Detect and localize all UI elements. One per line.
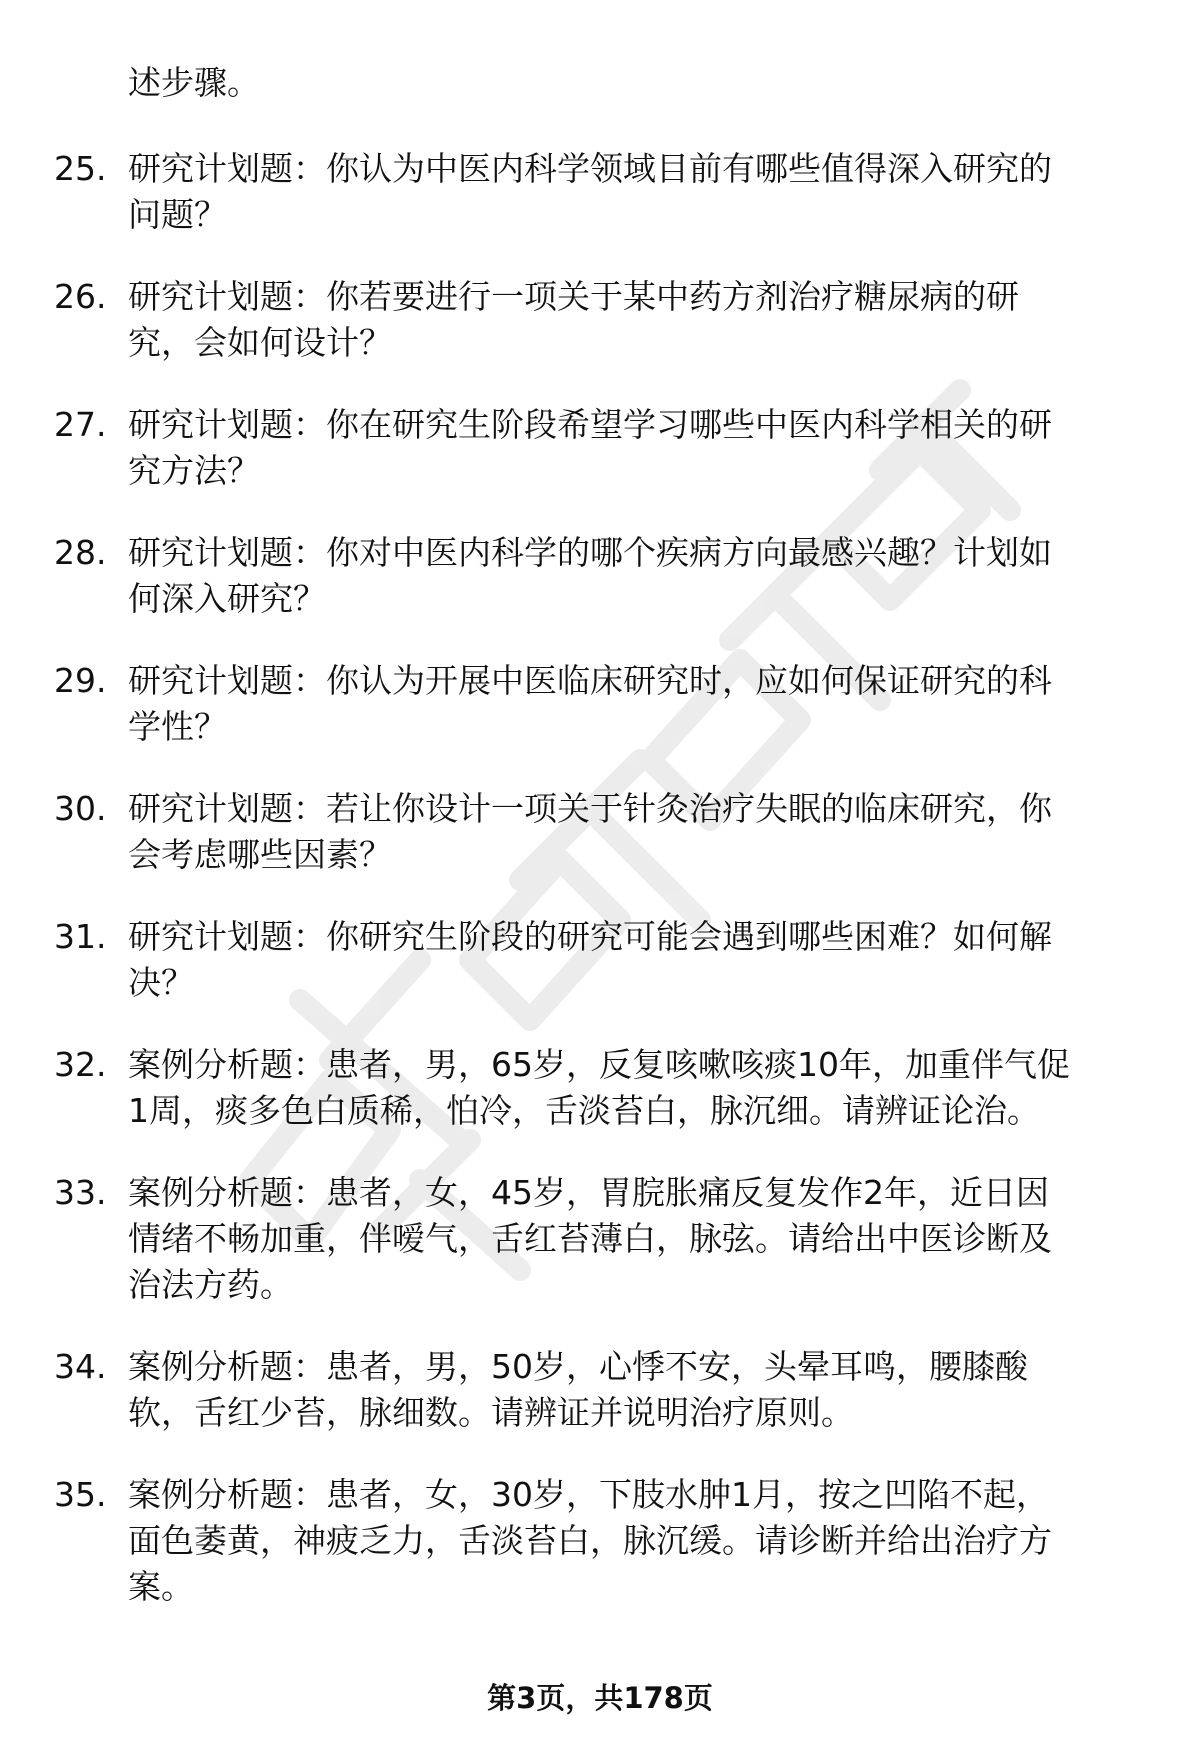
item-text bbox=[128, 786, 1158, 878]
item-text bbox=[128, 146, 1158, 238]
item-text bbox=[128, 1472, 1158, 1610]
item-line: 研究计划题：你研究生阶段的研究可能会遇到哪些困难？如何解 bbox=[128, 917, 1052, 956]
item-line: 治法方药。 bbox=[128, 1265, 293, 1304]
item-line: 研究计划题：你认为中医内科学领域目前有哪些值得深入研究的 bbox=[128, 149, 1052, 188]
item-line: 会考虑哪些因素？ bbox=[128, 835, 392, 874]
item-line: 案例分析题：患者，男，65岁，反复咳嗽咳痰10年，加重伴气促 bbox=[128, 1045, 1070, 1084]
item-text bbox=[128, 1170, 1158, 1308]
item-text bbox=[128, 658, 1158, 750]
item-line: 研究计划题：若让你设计一项关于针灸治疗失眠的临床研究，你 bbox=[128, 789, 1052, 828]
item-line: 面色萎黄，神疲乏力，舌淡苔白，脉沉缓。请诊断并给出治疗方 bbox=[128, 1521, 1052, 1560]
item-number: 27. bbox=[54, 405, 107, 444]
list-item-33 bbox=[0, 1170, 1200, 1308]
item-line: 问题？ bbox=[128, 195, 227, 234]
item-line: 1周，痰多色白质稀，怕冷，舌淡苔白，脉沉细。请辨证论治。 bbox=[128, 1091, 1040, 1130]
list-item-35 bbox=[0, 1472, 1200, 1610]
item-number: 32. bbox=[54, 1045, 107, 1084]
item-line: 案例分析题：患者，女，30岁，下肢水肿1月，按之凹陷不起， bbox=[128, 1475, 1049, 1514]
item-text bbox=[128, 1042, 1158, 1134]
item-line: 研究计划题：你在研究生阶段希望学习哪些中医内科学相关的研 bbox=[128, 405, 1052, 444]
item-line: 学性？ bbox=[128, 707, 227, 746]
item-number: 30. bbox=[54, 789, 107, 828]
item-line: 案。 bbox=[128, 1567, 194, 1606]
item-line: 决？ bbox=[128, 963, 194, 1002]
item-number: 25. bbox=[54, 149, 107, 188]
list-item-27 bbox=[0, 402, 1200, 494]
list-item-29 bbox=[0, 658, 1200, 750]
item-text bbox=[128, 1344, 1158, 1436]
list-item-34 bbox=[0, 1344, 1200, 1436]
item-number: 35. bbox=[54, 1475, 107, 1514]
item-line: 案例分析题：患者，女，45岁，胃脘胀痛反复发作2年，近日因 bbox=[128, 1173, 1049, 1212]
list-item-30 bbox=[0, 786, 1200, 878]
item-line: 研究计划题：你若要进行一项关于某中药方剂治疗糖尿病的研 bbox=[128, 277, 1019, 316]
item-text bbox=[128, 274, 1158, 366]
question-list bbox=[0, 146, 1200, 1646]
item-number: 33. bbox=[54, 1173, 107, 1212]
item-number: 26. bbox=[54, 277, 107, 316]
item-line: 何深入研究？ bbox=[128, 579, 326, 618]
list-item-25 bbox=[0, 146, 1200, 238]
item-text bbox=[128, 914, 1158, 1006]
list-item-31 bbox=[0, 914, 1200, 1006]
item-number: 28. bbox=[54, 533, 107, 572]
list-item-28 bbox=[0, 530, 1200, 622]
continuation-text: 述步骤。 bbox=[128, 63, 260, 102]
item-line: 软，舌红少苔，脉细数。请辨证并说明治疗原则。 bbox=[128, 1393, 854, 1432]
item-number: 34. bbox=[54, 1347, 107, 1386]
item-line: 研究计划题：你对中医内科学的哪个疾病方向最感兴趣？计划如 bbox=[128, 533, 1052, 572]
item-number: 31. bbox=[54, 917, 107, 956]
item-line: 研究计划题：你认为开展中医临床研究时，应如何保证研究的科 bbox=[128, 661, 1052, 700]
item-number: 29. bbox=[54, 661, 107, 700]
item-line: 案例分析题：患者，男，50岁，心悸不安，头晕耳鸣，腰膝酸 bbox=[128, 1347, 1028, 1386]
item-line: 究，会如何设计？ bbox=[128, 323, 392, 362]
list-item-32 bbox=[0, 1042, 1200, 1134]
item-text bbox=[128, 530, 1158, 622]
page-footer: 第3页，共178页 bbox=[487, 1681, 713, 1715]
item-text bbox=[128, 402, 1158, 494]
item-line: 情绪不畅加重，伴嗳气，舌红苔薄白，脉弦。请给出中医诊断及 bbox=[128, 1219, 1052, 1258]
list-item-26 bbox=[0, 274, 1200, 366]
item-line: 究方法？ bbox=[128, 451, 260, 490]
